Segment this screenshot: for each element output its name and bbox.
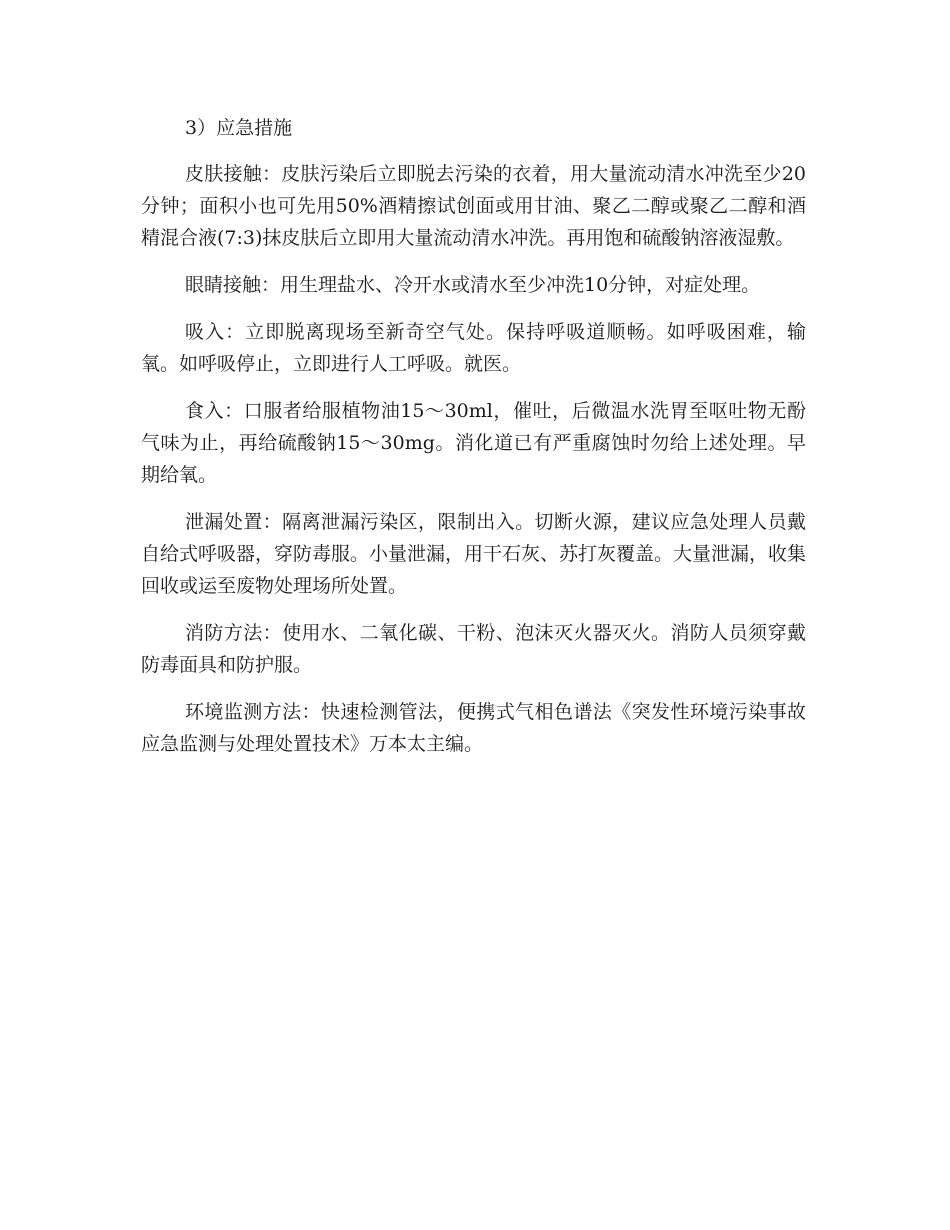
section-heading: 3）应急措施 — [185, 117, 293, 139]
paragraph-skin-contact: 皮肤接触：皮肤污染后立即脱去污染的衣着，用大量流动清水冲洗至少20分钟；面积小也可先用50%酒精擦试创面或用甘油、聚乙二醇或聚乙二醇和酒精混合液(7:3)抹皮肤后立即用大量流动清水冲洗。再用饱和硫酸钠溶液湿敷。 — [141, 163, 806, 249]
paragraph-environmental-monitoring: 环境监测方法：快速检测管法，便携式气相色谱法《突发性环境污染事故应急监测与处理处置技术》万本太主编。 — [141, 701, 806, 755]
document-page — [141, 112, 806, 775]
paragraph-ingestion: 食入：口服者给服植物油15～30ml，催吐，后微温水洗胃至呕吐物无酚气味为止，再给硫酸钠15～30mg。消化道已有严重腐蚀时勿给上述处理。早期给氧。 — [141, 400, 806, 486]
paragraph-leak-disposal: 泄漏处置：隔离泄漏污染区，限制出入。切断火源，建议应急处理人员戴自给式呼吸器，穿防毒服。小量泄漏，用干石灰、苏打灰覆盖。大量泄漏，收集回收或运至废物处理场所处置。 — [141, 511, 807, 597]
paragraph-firefighting: 消防方法：使用水、二氧化碳、干粉、泡沫灭火器灭火。消防人员须穿戴防毒面具和防护服。 — [141, 622, 806, 676]
paragraph-inhalation: 吸入：立即脱离现场至新奇空气处。保持呼吸道顺畅。如呼吸困难，输氧。如呼吸停止，立即进行人工呼吸。就医。 — [141, 321, 806, 375]
paragraph-eye-contact: 眼睛接触：用生理盐水、冷开水或清水至少冲洗10分钟，对症处理。 — [185, 274, 761, 296]
